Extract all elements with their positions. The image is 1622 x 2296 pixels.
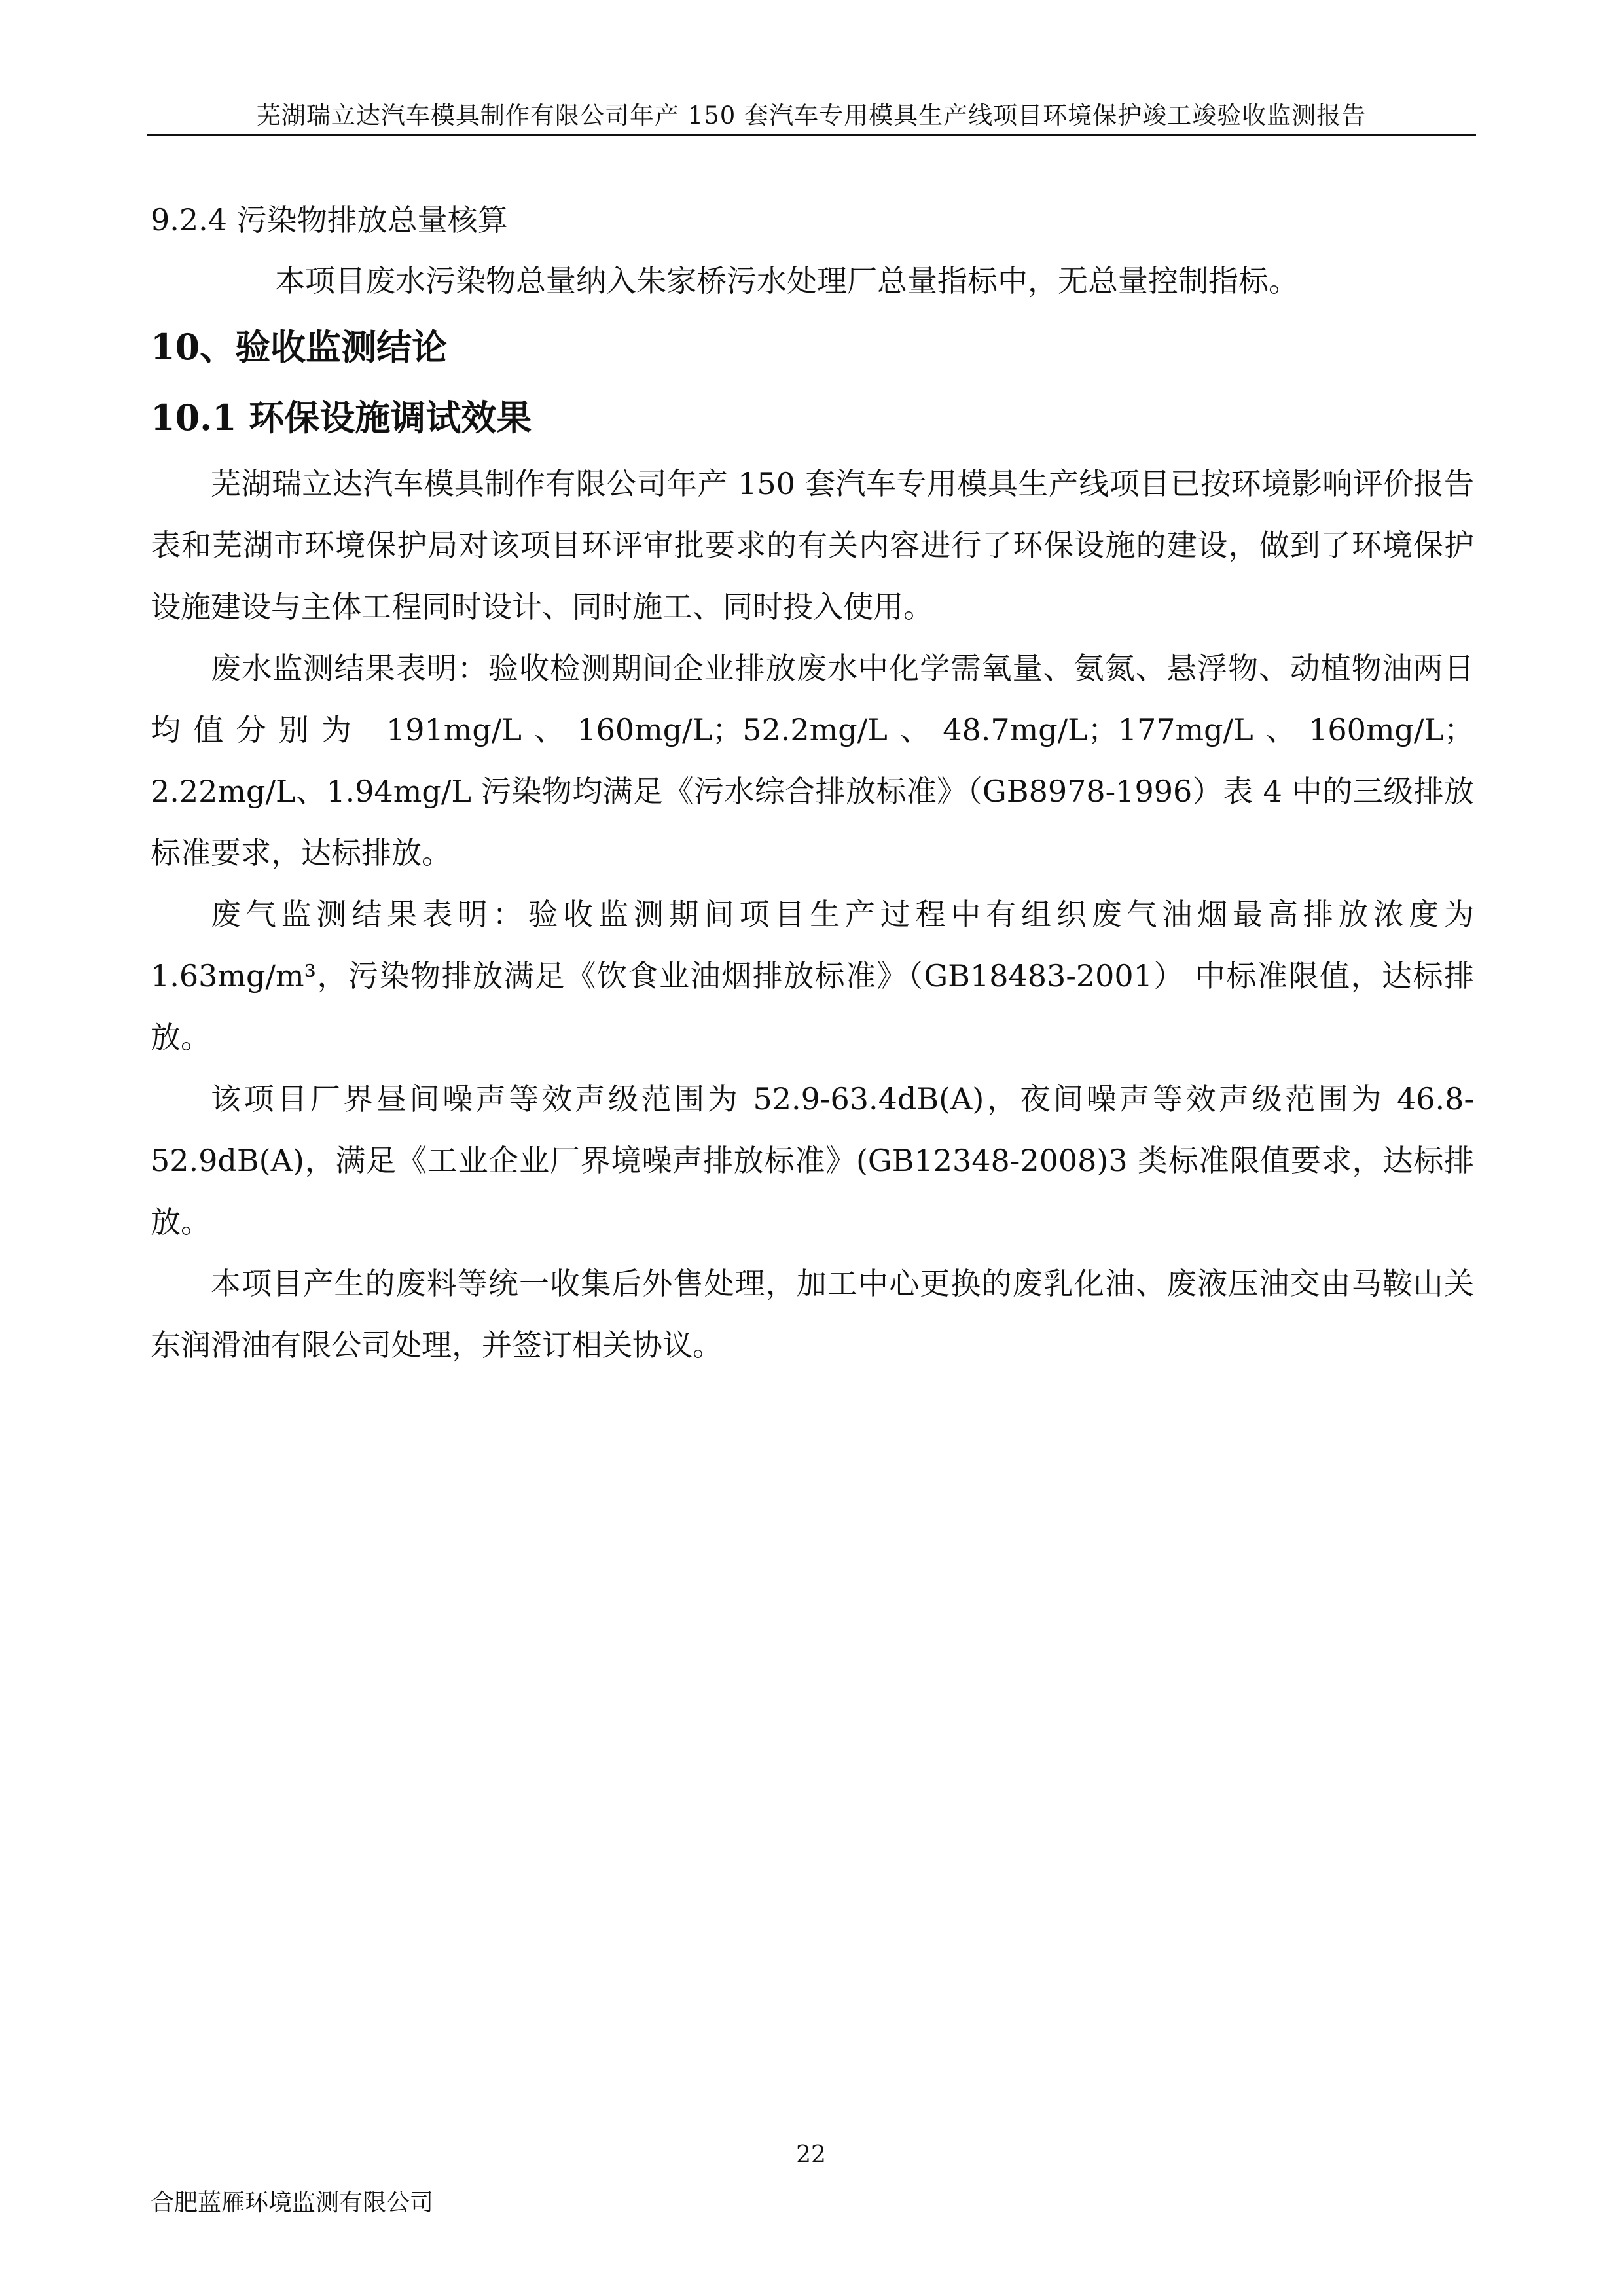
header-divider [147,134,1476,136]
paragraph-facilities: 芜湖瑞立达汽车模具制作有限公司年产 150 套汽车专用模具生产线项目已按环境影响评价报告表和芜湖市环境保护局对该项目环评审批要求的有关内容进行了环保设施的建设，做到了环境保护设施建设与主体工程同时设计、同时施工、同时投入使用。 [151,466,1474,624]
subsection-heading-9-2-4: 9.2.4 污染物排放总量核算 [151,202,508,238]
section-heading-10-1: 10.1 环保设施调试效果 [151,397,532,439]
page-number: 22 [796,2142,826,2168]
paragraph-noise: 该项目厂界昼间噪声等效声级范围为 52.9-63.4dB(A)，夜间噪声等效声级范围为 46.8-52.9dB(A)，满足《工业企业厂界境噪声排放标准》(GB12348-2008)3 类标准限值要求，达标排放。 [151,1081,1474,1240]
header-title: 芜湖瑞立达汽车模具制作有限公司年产 150 套汽车专用模具生产线项目环境保护竣工竣验收监测报告 [256,101,1367,130]
paragraph-exhaust-gas: 废气监测结果表明：验收监测期间项目生产过程中有组织废气油烟最高排放浓度为 1.63mg/m³，污染物排放满足《饮食业油烟排放标准》（GB18483-2001） 中标准限值，达标排放。 [151,897,1474,1055]
footer-company: 合肥蓝雁环境监测有限公司 [151,2189,434,2216]
paragraph-solid-waste: 本项目产生的废料等统一收集后外售处理，加工中心更换的废乳化油、废液压油交由马鞍山关东润滑油有限公司处理，并签订相关协议。 [151,1266,1474,1363]
page-content [151,190,1474,1376]
paragraph-total-emission: 本项目废水污染物总量纳入朱家桥污水处理厂总量指标中，无总量控制指标。 [275,263,1299,298]
paragraph-wastewater: 废水监测结果表明：验收检测期间企业排放废水中化学需氧量、氨氮、悬浮物、动植物油两日均值分别为 191mg/L、160mg/L；52.2mg/L、48.7mg/L；177mg/L、160mg/L；2.22mg/L、1.94mg/L 污染物均满足《污水综合排放标准》（GB8978-1996）表 4 中的三级排放标准要求，达标排放。 [151,651,1474,870]
section-heading-10: 10、验收监测结论 [151,326,448,368]
